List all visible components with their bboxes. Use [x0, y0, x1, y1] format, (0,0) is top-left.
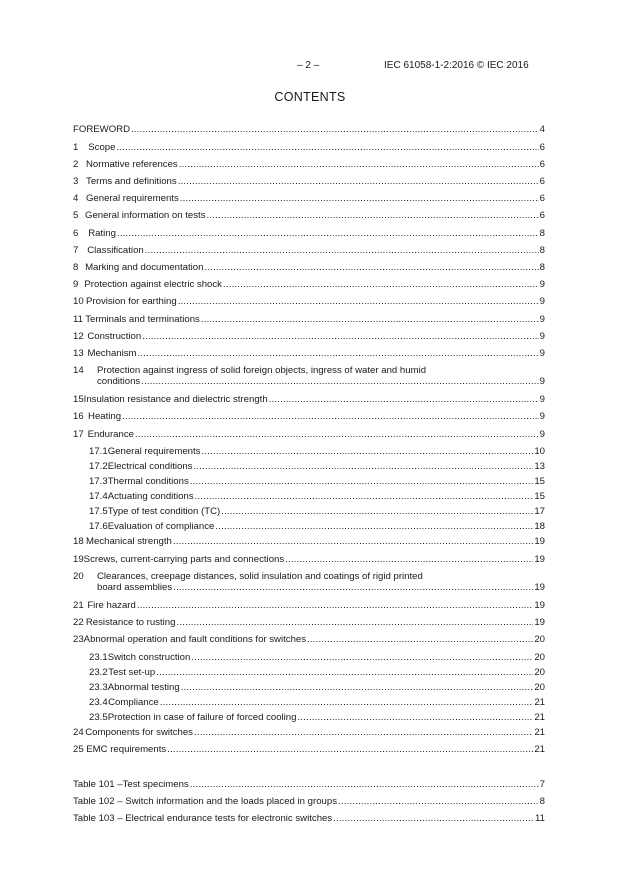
toc-entry-text: Screws, current-carrying parts and connections	[83, 554, 285, 565]
toc-entry-number: 22	[73, 617, 84, 628]
toc-entry-page: 15	[534, 491, 545, 502]
toc-entry-text: Evaluation of compliance	[107, 521, 215, 532]
toc-entry-page: 21	[534, 697, 545, 708]
leader-dots	[333, 813, 534, 824]
toc-entry-number: 23.2	[89, 667, 108, 678]
toc-subentry[interactable]	[89, 491, 545, 502]
toc-entry-number: 18	[73, 536, 84, 547]
leader-dots	[179, 159, 539, 170]
leader-dots	[138, 348, 539, 359]
toc-entry-number: 17.4	[89, 491, 108, 502]
toc-entry-page: 4	[539, 124, 545, 135]
toc-entry-text: Terms and definitions	[86, 176, 177, 187]
toc-entry-text-continued: board assemblies	[97, 582, 173, 593]
toc-entry-page: 9	[539, 411, 545, 422]
leader-dots	[307, 634, 533, 645]
leader-dots	[204, 262, 538, 273]
toc-entry-text: Protection against ingress of solid foreign objects, ingress of water and humid	[97, 365, 427, 376]
toc-subentry[interactable]	[89, 476, 545, 487]
toc-entry-page: 9	[539, 331, 545, 342]
toc-entry-page: 19	[534, 554, 545, 565]
toc-entry-text: FOREWORD	[73, 124, 131, 135]
table-entry-page: 8	[539, 796, 545, 807]
toc-subentry[interactable]	[89, 506, 545, 517]
table-entry-page: 7	[539, 779, 545, 790]
toc-entry-number: 4	[73, 193, 79, 204]
toc-entry-number: 17	[73, 429, 84, 440]
toc-entry-number: 23.1	[89, 652, 108, 663]
contents-title: CONTENTS	[274, 90, 346, 104]
toc-entry-number: 14	[73, 365, 84, 376]
toc-entry-text: EMC requirements	[86, 744, 167, 755]
toc-entry-text: Fire hazard	[87, 600, 136, 611]
toc-entry-text: Insulation resistance and dielectric strength	[83, 394, 268, 405]
toc-entry-page: 13	[534, 461, 545, 472]
toc-entry-page: 9	[539, 348, 545, 359]
toc-subentry[interactable]	[89, 652, 545, 663]
toc-entry[interactable]	[73, 262, 545, 273]
toc-entry-page: 8	[539, 245, 545, 256]
toc-entry-text: Normative references	[86, 159, 178, 170]
toc-entry[interactable]	[73, 411, 545, 422]
toc-entry-text: Marking and documentation	[85, 262, 204, 273]
toc-entry-text: Clearances, creepage distances, solid insulation and coatings of rigid printed	[97, 571, 423, 582]
leader-dots	[167, 744, 533, 755]
leader-dots	[178, 296, 539, 307]
toc-entry-number: 7	[73, 245, 79, 256]
toc-entry-text: Thermal conditions	[107, 476, 189, 487]
toc-entry[interactable]	[73, 159, 545, 170]
leader-dots	[178, 176, 539, 187]
toc-entry-number: 10	[73, 296, 84, 307]
toc-entry-page: 6	[539, 193, 545, 204]
toc-entry-page: 18	[534, 521, 545, 532]
toc-entry-page: 8	[539, 262, 545, 273]
toc-entry-text: Actuating conditions	[107, 491, 194, 502]
toc-entry-text: Abnormal testing	[107, 682, 180, 693]
toc-entry[interactable]	[73, 365, 545, 387]
toc-entry-text: Protection against electric shock	[84, 279, 222, 290]
toc-entry-text: Compliance	[108, 697, 159, 708]
toc-entry-number: 16	[73, 411, 84, 422]
toc-entry-text: Components for switches	[85, 727, 193, 738]
toc-entry[interactable]	[73, 554, 545, 565]
toc-entry-number: 19	[73, 554, 84, 565]
leader-dots	[176, 617, 533, 628]
toc-entry-page: 20	[534, 667, 545, 678]
toc-entry[interactable]	[73, 634, 545, 645]
header-page-number: – 2 –	[297, 60, 320, 71]
toc-entry-number: 20	[73, 571, 84, 582]
leader-dots	[338, 796, 539, 807]
toc-entry-number: 13	[73, 348, 84, 359]
toc-subentry[interactable]	[89, 712, 545, 723]
toc-entry[interactable]	[73, 245, 545, 256]
leader-dots	[141, 376, 538, 387]
leader-dots	[137, 600, 533, 611]
leader-dots	[181, 682, 534, 693]
toc-subentry[interactable]	[89, 461, 545, 472]
toc-entry-number: 15	[73, 394, 84, 405]
toc-entry-page: 6	[539, 159, 545, 170]
toc-entry-page: 8	[539, 228, 545, 239]
toc-entry-number: 2	[73, 159, 79, 170]
toc-entry-page: 9	[539, 279, 545, 290]
toc-entry-text: Rating	[88, 228, 116, 239]
leader-dots	[285, 554, 533, 565]
toc-entry[interactable]	[73, 228, 545, 239]
toc-entry-text: Mechanism	[87, 348, 137, 359]
toc-entry-page: 6	[539, 142, 545, 153]
toc-entry-text: General information on tests	[84, 210, 206, 221]
leader-dots	[142, 331, 538, 342]
table-list-entry[interactable]	[73, 796, 545, 807]
toc-entry-text: General requirements	[107, 446, 201, 457]
table-entry-page: 11	[535, 813, 545, 824]
toc-entry-text: Resistance to rusting	[85, 617, 176, 628]
leader-dots	[207, 210, 539, 221]
toc-entry[interactable]	[73, 394, 545, 405]
leader-dots	[193, 461, 533, 472]
toc-entry-page: 6	[539, 210, 545, 221]
table-entry-text: Table 101 –Test specimens	[73, 779, 189, 790]
toc-entry-page: 9	[539, 376, 545, 387]
toc-entry-text: Type of test condition (TC)	[107, 506, 221, 517]
toc-entry-number: 24	[73, 727, 84, 738]
table-entry-text: Table 102 – Switch information and the loads placed in groups	[73, 796, 337, 807]
toc-entry-text: Provision for earthing	[86, 296, 177, 307]
leader-dots	[160, 697, 534, 708]
toc-entry-page: 10	[534, 446, 545, 457]
leader-dots	[156, 667, 533, 678]
toc-entry-number: 1	[73, 142, 79, 153]
toc-subentry[interactable]	[89, 446, 545, 457]
toc-entry[interactable]	[73, 279, 545, 290]
toc-entry-text: Electrical conditions	[107, 461, 193, 472]
leader-dots	[131, 124, 539, 135]
toc-entry-page: 19	[534, 600, 545, 611]
toc-subentry[interactable]	[89, 697, 545, 708]
toc-entry[interactable]	[73, 727, 545, 738]
leader-dots	[269, 394, 539, 405]
toc-entry-page: 19	[534, 536, 545, 547]
toc-entry[interactable]	[73, 536, 545, 547]
toc-entry-text: Switch construction	[107, 652, 191, 663]
leader-dots	[190, 476, 534, 487]
toc-entry[interactable]	[73, 193, 545, 204]
toc-entry-text: General requirements	[85, 193, 179, 204]
toc-entry-text: Mechanical strength	[86, 536, 172, 547]
toc-entry-page: 20	[534, 652, 545, 663]
toc-entry-page: 6	[539, 176, 545, 187]
leader-dots	[215, 521, 533, 532]
toc-entry-page: 9	[539, 314, 545, 325]
table-list-entry[interactable]	[73, 813, 545, 824]
leader-dots	[297, 712, 533, 723]
toc-entry-text: Protection in case of failure of forced cooling	[107, 712, 297, 723]
toc-entry-number: 11	[73, 314, 83, 325]
toc-entry[interactable]	[73, 571, 545, 593]
toc-entry-text: Classification	[87, 245, 144, 256]
toc-entry-number: 17.1	[89, 446, 108, 457]
toc-entry-number: 12	[73, 331, 84, 342]
toc-entry-number: 6	[73, 228, 79, 239]
leader-dots	[135, 429, 539, 440]
leader-dots	[201, 446, 533, 457]
toc-entry-number: 3	[73, 176, 79, 187]
toc-entry-number: 17.2	[89, 461, 108, 472]
table-entry-text: Table 103 – Electrical endurance tests for electronic switches	[73, 813, 333, 824]
toc-entry-text: Test set-up	[108, 667, 156, 678]
toc-entry-number: 5	[73, 210, 79, 221]
toc-entry-number: 17.3	[89, 476, 108, 487]
leader-dots	[173, 536, 533, 547]
toc-entry-number: 25	[73, 744, 84, 755]
toc-entry-page: 19	[534, 617, 545, 628]
toc-entry-page: 20	[534, 682, 545, 693]
leader-dots	[191, 652, 533, 663]
toc-entry-number: 23.4	[89, 697, 108, 708]
toc-entry-text: Heating	[88, 411, 122, 422]
toc-entry[interactable]	[73, 348, 545, 359]
toc-entry-page: 17	[534, 506, 545, 517]
toc-entry[interactable]	[73, 314, 545, 325]
toc-entry-number: 17.6	[89, 521, 108, 532]
toc-entry[interactable]	[73, 617, 545, 628]
leader-dots	[221, 506, 533, 517]
toc-entry[interactable]	[73, 331, 545, 342]
toc-entry[interactable]	[73, 429, 545, 440]
toc-entry-page: 9	[539, 429, 545, 440]
toc-entry[interactable]	[73, 744, 545, 755]
toc-entry-text: Scope	[88, 142, 116, 153]
toc-subentry[interactable]	[89, 667, 545, 678]
leader-dots	[190, 779, 539, 790]
toc-entry-text: Terminals and terminations	[85, 314, 200, 325]
toc-entry-page: 15	[534, 476, 545, 487]
toc-entry-number: 9	[73, 279, 79, 290]
toc-entry-page: 21	[534, 744, 545, 755]
toc-entry-page: 21	[534, 727, 545, 738]
toc-subentry[interactable]	[89, 682, 545, 693]
leader-dots	[195, 491, 534, 502]
toc-entry-page: 21	[534, 712, 545, 723]
toc-entry-text: Endurance	[87, 429, 134, 440]
leader-dots	[223, 279, 539, 290]
toc-entry-page: 9	[539, 296, 545, 307]
toc-entry[interactable]	[73, 210, 545, 221]
toc-entry-text-continued: conditions	[97, 376, 141, 387]
toc-entry[interactable]	[73, 296, 545, 307]
leader-dots	[117, 228, 539, 239]
toc-entry-text: Abnormal operation and fault conditions for switches	[83, 634, 307, 645]
toc-entry-page: 9	[539, 394, 545, 405]
header-standard-reference: IEC 61058-1-2:2016 © IEC 2016	[384, 60, 529, 71]
leader-dots	[194, 727, 533, 738]
toc-entry-number: 21	[73, 600, 84, 611]
toc-entry-number: 23.3	[89, 682, 108, 693]
leader-dots	[201, 314, 539, 325]
leader-dots	[173, 582, 533, 593]
leader-dots	[116, 142, 538, 153]
toc-entry-foreword[interactable]	[73, 124, 545, 135]
leader-dots	[180, 193, 539, 204]
toc-entry[interactable]	[73, 600, 545, 611]
toc-entry[interactable]	[73, 142, 545, 153]
toc-entry-number: 8	[73, 262, 79, 273]
toc-entry-number: 23	[73, 634, 84, 645]
table-list-entry[interactable]	[73, 779, 545, 790]
toc-entry[interactable]	[73, 176, 545, 187]
toc-entry-number: 23.5	[89, 712, 108, 723]
toc-entry-page: 20	[534, 634, 545, 645]
leader-dots	[122, 411, 539, 422]
leader-dots	[145, 245, 539, 256]
toc-entry-page: 19	[534, 582, 545, 593]
toc-entry-text: Construction	[87, 331, 142, 342]
toc-entry-number: 17.5	[89, 506, 108, 517]
toc-subentry[interactable]	[89, 521, 545, 532]
